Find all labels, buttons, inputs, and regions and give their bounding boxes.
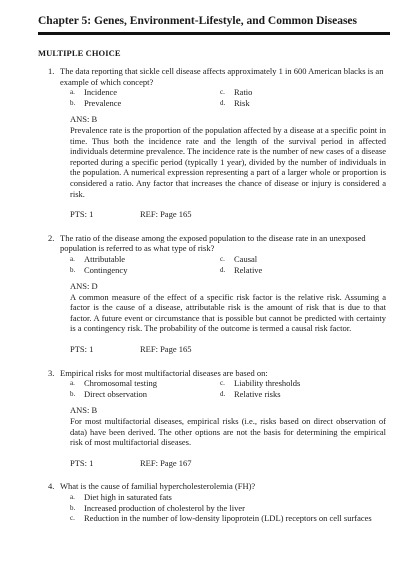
option-text: Diet high in saturated fats	[84, 492, 172, 502]
question-stem	[38, 368, 386, 379]
points: PTS: 1	[70, 457, 94, 468]
question-meta	[70, 458, 386, 469]
option-text: Relative risks	[234, 388, 281, 399]
option-letter: c.	[70, 514, 75, 523]
answer-block	[70, 405, 386, 468]
answer-key: ANS: D	[70, 281, 98, 292]
option-a	[70, 254, 220, 265]
question-text: What is the cause of familial hypercholesterolemia (FH)?	[60, 481, 256, 492]
question-number: 2.	[48, 232, 55, 243]
option-d	[220, 265, 370, 276]
rationale: Prevalence rate is the proportion of the population affected by a disease at a specific point in time. Thus both the incidence rate and the length of the survival period in affected individuals determine prevalence. The incidence rate is the number of new cases of a disease reported during a specific period (typically 1 year), divided by the number of individuals in the population. A numerical expression representing a part of a larger whole or proportion is considered a ratio. Any factor that increases the chance of disease or injury is considered a risk.	[70, 124, 386, 199]
option-b	[70, 389, 220, 400]
option-a	[70, 492, 386, 503]
points: PTS: 1	[70, 209, 94, 220]
option-letter: c.	[220, 254, 225, 263]
question-number: 4.	[48, 481, 55, 492]
answer-options	[70, 378, 386, 399]
question-1	[38, 66, 386, 220]
option-b	[70, 503, 386, 514]
answer-options	[70, 492, 386, 524]
option-letter: d.	[220, 98, 226, 107]
option-d	[220, 98, 370, 109]
question-4	[38, 481, 386, 523]
question-meta	[70, 209, 386, 220]
answer-block	[70, 281, 386, 355]
answer-block	[70, 114, 386, 219]
question-stem	[38, 481, 386, 492]
option-text: Direct observation	[84, 388, 148, 399]
rationale: For most multifactorial diseases, empirical risks (i.e., risks based on direct observation of data) have been derived. The other options are not the basis for determining the empirical risk of most multifactorial diseases.	[70, 416, 386, 448]
option-a	[70, 378, 220, 389]
option-b	[70, 265, 220, 276]
option-c	[220, 87, 370, 98]
question-text: The data reporting that sickle cell disease affects approximately 1 in 600 American blacks is an example of which concept?	[60, 66, 384, 87]
option-letter: a.	[70, 254, 75, 263]
question-meta	[70, 344, 386, 355]
points: PTS: 1	[70, 344, 94, 355]
option-text: Chromosomal testing	[84, 378, 157, 389]
option-letter: b.	[70, 503, 76, 512]
answer-key: ANS: B	[70, 114, 98, 125]
question-text: The ratio of the disease among the exposed population to the disease rate in an unexposed population is referred to as what type of risk?	[60, 232, 366, 254]
page-reference: REF: Page 167	[140, 457, 192, 468]
section-heading: MULTIPLE CHOICE	[38, 48, 121, 58]
option-text: Ratio	[234, 87, 253, 98]
question-3	[38, 368, 386, 469]
question-stem	[38, 66, 386, 87]
option-letter: d.	[220, 389, 226, 398]
option-c	[220, 254, 370, 265]
title-rule	[38, 32, 390, 35]
option-letter: c.	[220, 88, 225, 97]
question-stem	[38, 233, 386, 254]
option-letter: a.	[70, 493, 75, 501]
option-text: Relative	[234, 264, 263, 275]
option-text: Prevalence	[84, 97, 122, 108]
option-letter: d.	[220, 265, 226, 274]
question-text: Empirical risks for most multifactorial diseases are based on:	[60, 367, 268, 378]
option-letter: b.	[70, 98, 76, 107]
option-text: Causal	[234, 253, 258, 264]
option-d	[220, 389, 370, 400]
question-2	[38, 233, 386, 355]
option-text: Liability thresholds	[234, 378, 301, 389]
option-text: Risk	[234, 97, 250, 108]
option-letter: a.	[70, 88, 75, 97]
answer-options	[70, 87, 386, 108]
answer-options	[70, 254, 386, 275]
chapter-title: Chapter 5: Genes, Environment-Lifestyle, and Common Diseases	[38, 15, 358, 27]
option-text: Contingency	[84, 264, 128, 275]
option-letter: c.	[220, 379, 225, 388]
option-text: Reduction in the number of low-density lipoprotein (LDL) receptors on cell surfaces	[84, 513, 372, 524]
option-letter: a.	[70, 379, 75, 388]
option-letter: b.	[70, 389, 76, 398]
option-c	[70, 513, 386, 524]
option-b	[70, 98, 220, 109]
question-number: 1.	[48, 66, 55, 76]
answer-key: ANS: B	[70, 405, 98, 416]
option-text: Attributable	[84, 253, 126, 264]
option-text: Incidence	[84, 87, 118, 98]
page-reference: REF: Page 165	[140, 209, 192, 220]
rationale: A common measure of the effect of a specific risk factor is the relative risk. Assuming a factor is the cause of a disease, attributable risk is the amount of risk that is due to that factor. A future event or circumstance that is possible but cannot be predicted with certainty is a contingency risk. The probability of the outcome is termed a causal risk factor.	[70, 291, 386, 334]
question-number: 3.	[48, 367, 55, 378]
option-letter: b.	[70, 265, 76, 274]
option-c	[220, 378, 370, 389]
option-text: Increased production of cholesterol by the liver	[84, 502, 245, 513]
option-a	[70, 87, 220, 98]
page-reference: REF: Page 165	[140, 344, 192, 355]
